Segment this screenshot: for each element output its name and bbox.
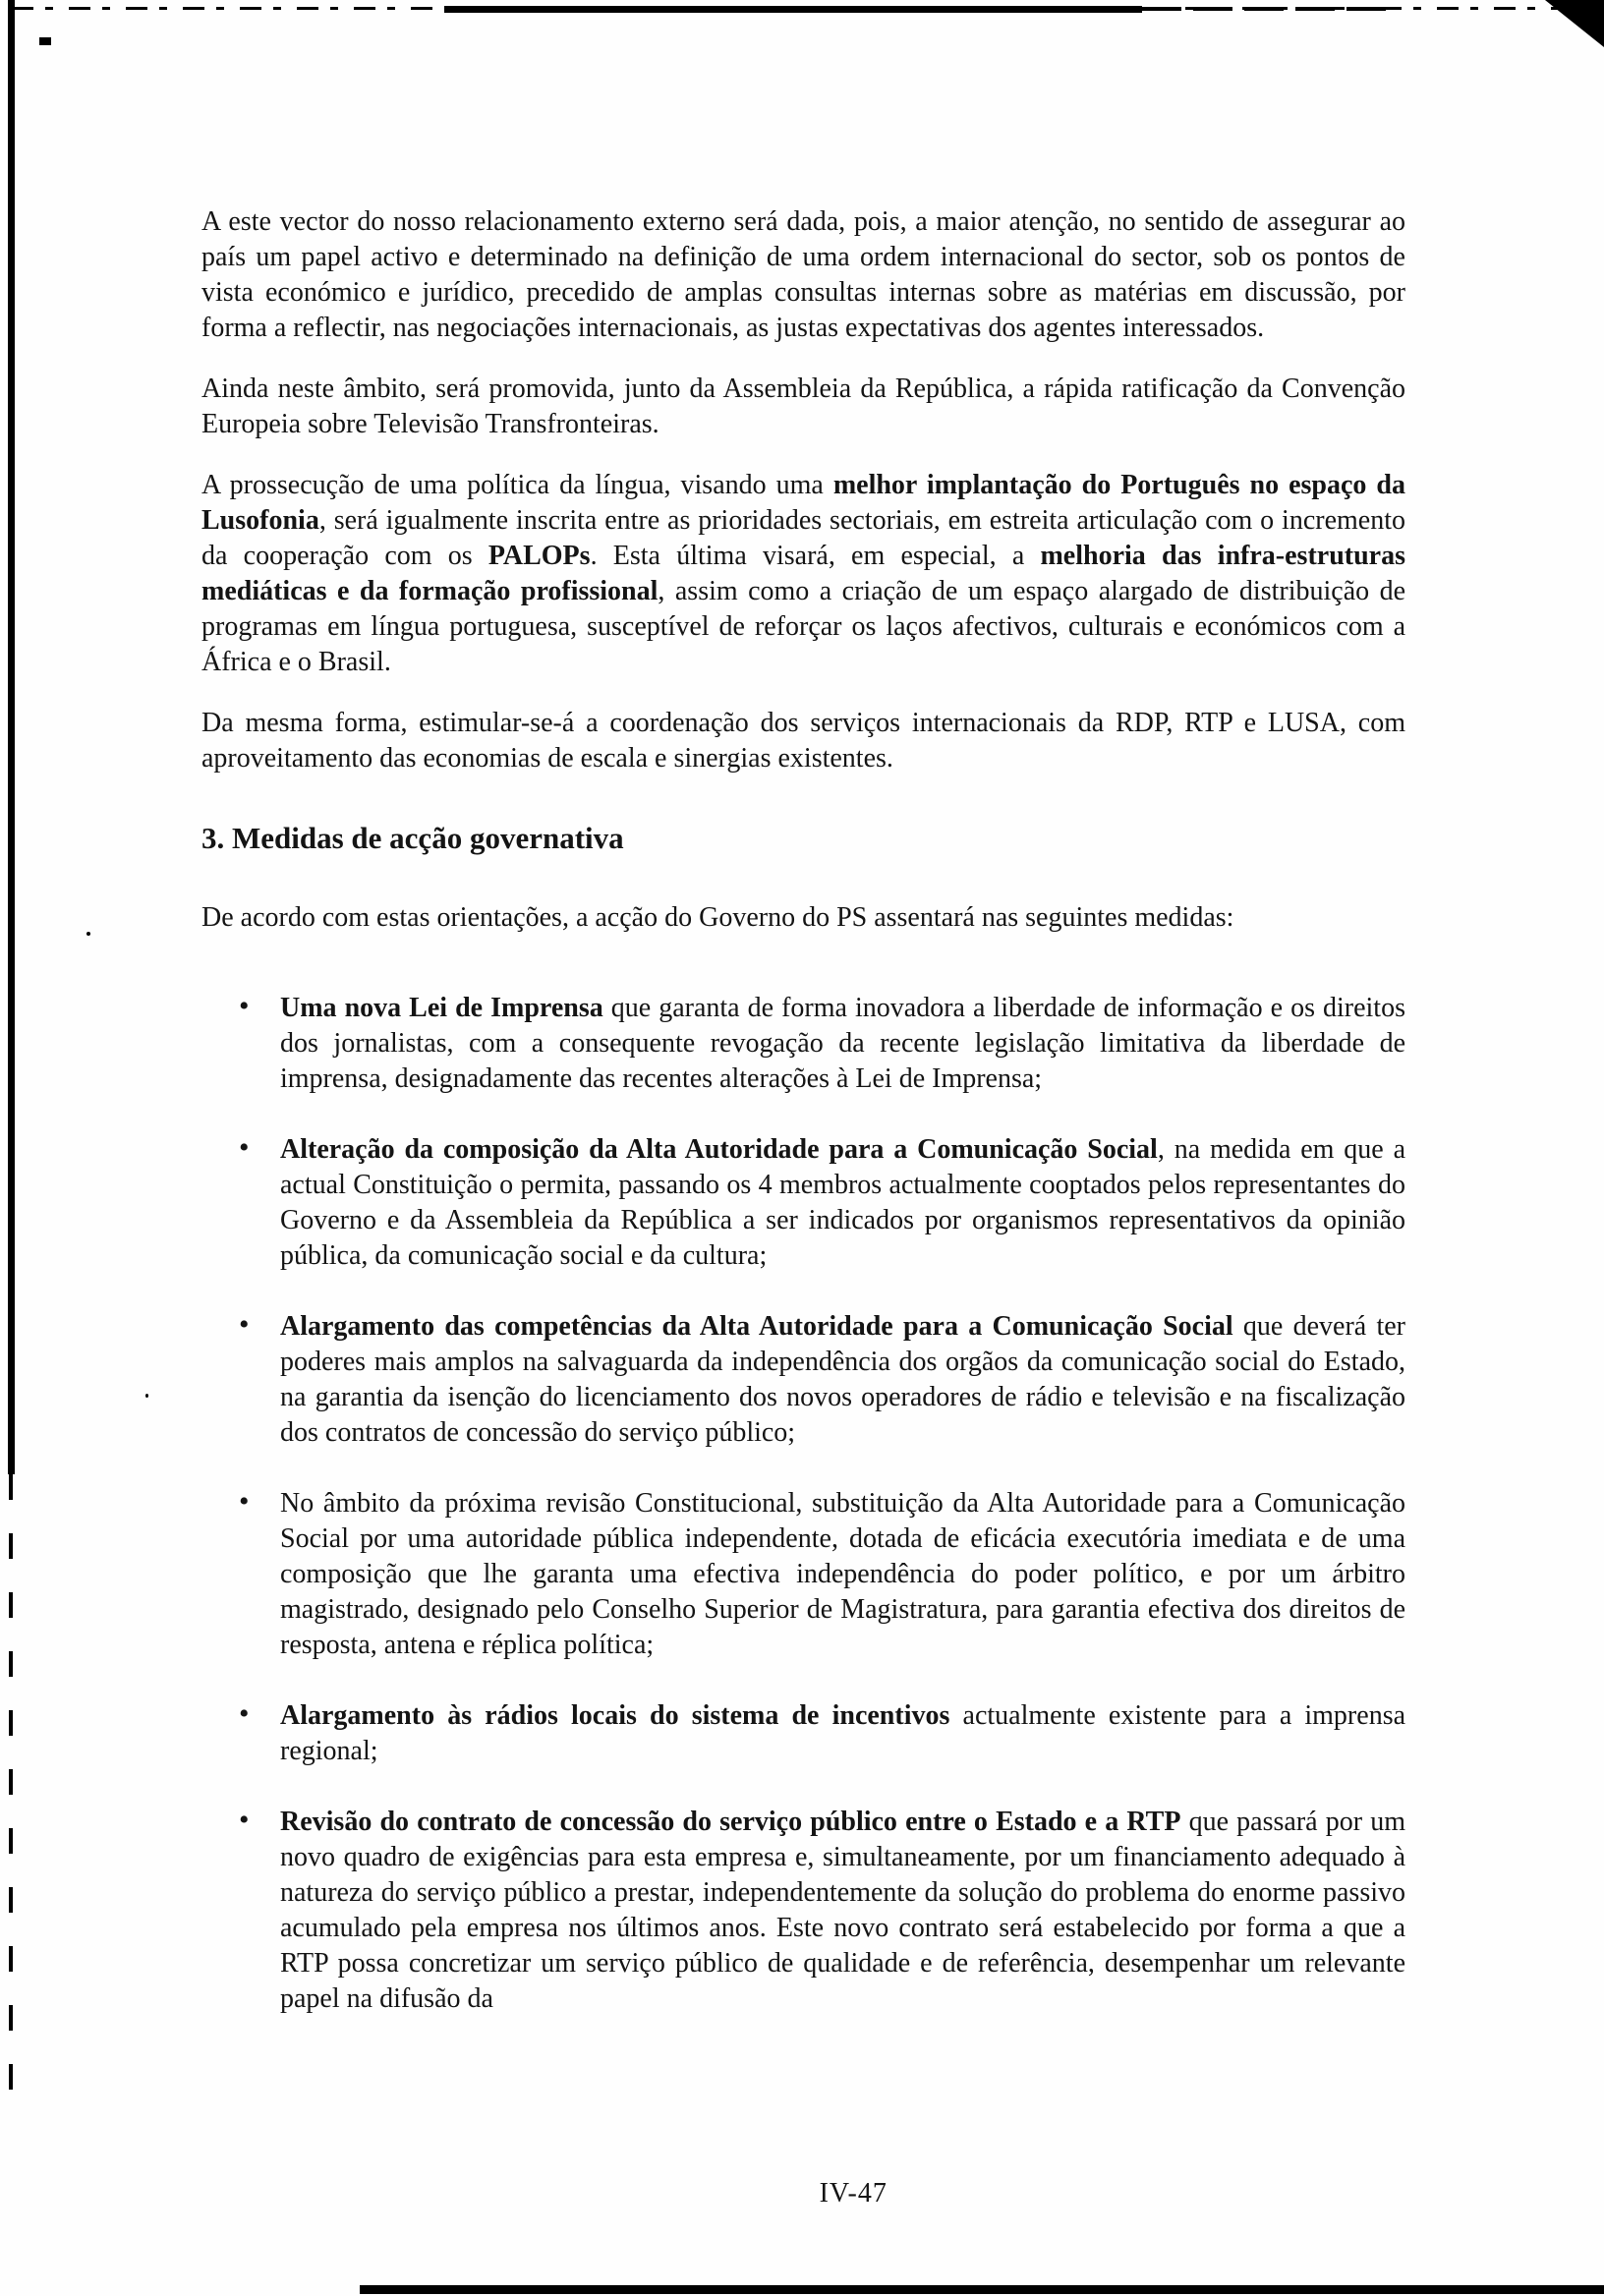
text-run: que garanta de forma inovadora a liberdade de informação e os direitos dos jornalistas, com a consequente revogação da recente legislação limitativa da liberdade de imprensa, designadamente das recentes alterações à Lei de Imprensa; <box>280 993 1405 1094</box>
page-number: IV-47 <box>819 2178 888 2209</box>
list-item-text <box>280 1488 1405 1660</box>
bold-text-run: Uma nova Lei de Imprensa <box>280 993 603 1023</box>
bold-text-run: Alargamento às rádios locais do sistema de incentivos <box>280 1700 950 1731</box>
paragraph <box>201 372 1405 442</box>
bullet-icon: • <box>239 1804 250 1836</box>
scan-artifact-speck <box>145 1394 148 1398</box>
list-item <box>201 1132 1405 1274</box>
scan-artifact-left-edge-tail <box>9 1474 13 2103</box>
text-run: A este vector do nosso relacionamento externo será dada, pois, a maior atenção, no sentido de assegurar ao país um papel activo e determinado na definição de uma ordem internacional do sector, sob os pontos de vista económico e jurídico, precedido de amplas consultas internas sobre as matérias em discussão, por forma a reflectir, nas negociações internacionais, as justas expectativas dos agentes interessados. <box>201 206 1405 343</box>
bold-text-run: Alteração da composição da Alta Autoridade para a Comunicação Social <box>280 1134 1158 1165</box>
measures-list <box>201 991 1405 2017</box>
bold-text-run: melhoria das infra-estruturas mediáticas e da formação profissional <box>201 541 1405 606</box>
bold-text-run: melhor implantação do Português no espaço da Lusofonia <box>201 470 1405 536</box>
scan-artifact-left-edge <box>8 0 15 1474</box>
text-run: No âmbito da próxima revisão Constitucional, substituição da Alta Autoridade para a Comunicação Social por uma autoridade pública independente, dotada de eficácia executória imediata e de uma composição que lhe garanta uma efectiva independência do poder político, e por um árbitro magistrado, designado pelo Conselho Superior de Magistratura, para garantia efectiva dos direitos de resposta, antena e réplica política; <box>280 1488 1405 1660</box>
list-item-text <box>280 1134 1405 1271</box>
list-item-text <box>280 1700 1405 1766</box>
text-run: . Esta última visará, em especial, a <box>590 541 1041 571</box>
scan-artifact-speck <box>86 932 90 936</box>
intro-paragraph: De acordo com estas orientações, a acção do Governo do PS assentará nas seguintes medidas: <box>201 902 1234 933</box>
document-content <box>201 204 1405 2052</box>
bold-text-run: PALOPs <box>487 541 591 571</box>
list-item-text <box>280 1311 1405 1448</box>
bullet-icon: • <box>239 1697 250 1730</box>
text-run: A prossecução de uma política da língua, visando uma <box>201 470 833 500</box>
section-heading: 3. Medidas de acção governativa <box>201 821 624 855</box>
text-run: , na medida em que a actual Constituição o permita, passando os 4 membros actualmente cooptados pelos representantes do Governo e da Assembleia da República a ser indicados por organismos representativos da opinião pública, da comunicação social e da cultura; <box>280 1134 1405 1271</box>
list-item <box>201 1805 1405 2017</box>
paragraph <box>201 468 1405 680</box>
text-run: Ainda neste âmbito, será promovida, junto da Assembleia da República, a rápida ratificação da Convenção Europeia sobre Televisão Transfronteiras. <box>201 373 1405 439</box>
text-run: actualmente existente para a imprensa regional; <box>280 1700 1406 1766</box>
scan-artifact-top-bar-right <box>1142 7 1388 11</box>
scan-artifact-top-bar <box>444 6 1142 13</box>
paragraph <box>201 706 1405 776</box>
bullet-icon: • <box>239 1308 250 1341</box>
text-run: que passará por um novo quadro de exigências para esta empresa e, simultaneamente, por um financiamento adequado à natureza do serviço público a prestar, independentemente da solução do problema do enorme passivo acumulado pela empresa nos últimos anos. Este novo contrato será estabelecido por forma a que a RTP possa concretizar um serviço público de qualidade e de referência, desempenhar um relevante papel na difusão da <box>280 1807 1405 2014</box>
text-run: que deverá ter poderes mais amplos na salvaguarda da independência dos orgãos da comunicação social do Estado, na garantia da isenção do licenciamento dos novos operadores de rádio e televisão e na fiscalização dos contratos de concessão do serviço público; <box>280 1311 1406 1448</box>
list-item <box>201 1309 1405 1451</box>
list-item <box>201 991 1405 1097</box>
list-item <box>201 1698 1405 1769</box>
body-paragraphs <box>201 204 1405 776</box>
paragraph <box>201 204 1405 346</box>
bold-text-run: Revisão do contrato de concessão do serviço público entre o Estado e a RTP <box>280 1807 1181 1837</box>
scan-artifact-corner-wedge <box>1545 0 1604 47</box>
scan-artifact-blob <box>39 37 51 45</box>
list-item-text <box>280 993 1405 1094</box>
list-item <box>201 1486 1405 1663</box>
scan-artifact-bottom-edge <box>360 2285 1604 2294</box>
bullet-icon: • <box>239 1131 250 1164</box>
text-run: , assim como a criação de um espaço alargado de distribuição de programas em língua portuguesa, susceptível de reforçar os laços afectivos, culturais e económicos com a África e o Brasil. <box>201 576 1406 677</box>
bullet-icon: • <box>239 1485 250 1518</box>
bold-text-run: Alargamento das competências da Alta Autoridade para a Comunicação Social <box>280 1311 1233 1342</box>
list-item-text <box>280 1807 1405 2014</box>
text-run: Da mesma forma, estimular-se-á a coordenação dos serviços internacionais da RDP, RTP e LUSA, com aproveitamento das economias de escala e sinergias existentes. <box>201 708 1405 774</box>
text-run: , será igualmente inscrita entre as prioridades sectoriais, em estreita articulação com o incremento da cooperação com os <box>201 505 1405 571</box>
bullet-icon: • <box>239 990 250 1022</box>
